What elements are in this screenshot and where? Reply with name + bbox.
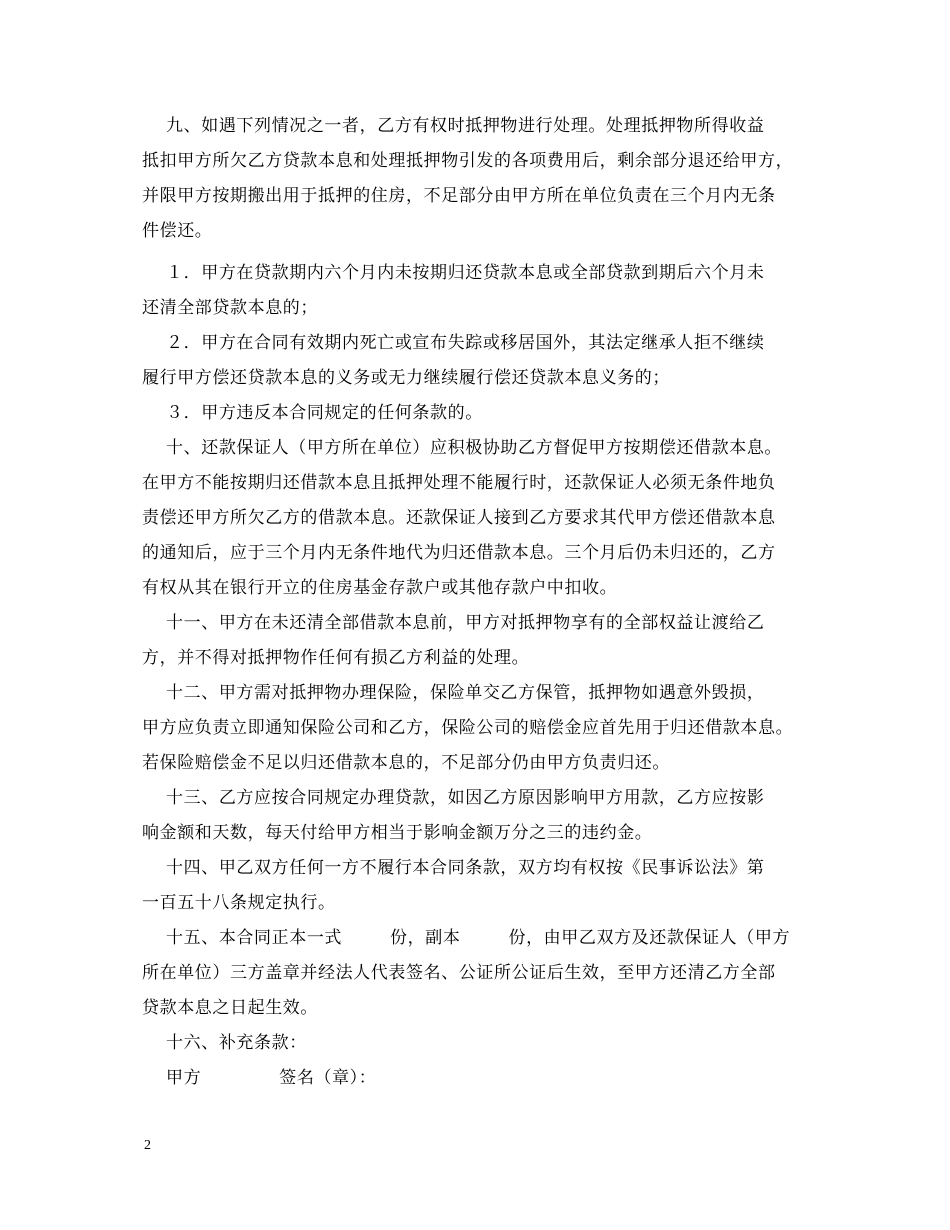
paragraph-line: 十四、甲乙双方任何一方不履行本合同条款，双方均有权按《民事诉讼法》第 (142, 858, 765, 878)
paragraph-line: 若保险赔偿金不足以归还借款本息的，不足部分仍由甲方负责归还。 (142, 753, 670, 773)
paragraph-line: 件偿还。 (142, 221, 213, 241)
paragraph-line: 的通知后，应于三个月内无条件地代为归还借款本息。三个月后仍未归还的，乙方 (142, 543, 776, 563)
paragraph-line: 一百五十八条规定执行。 (142, 893, 336, 913)
paragraph-line: 所在单位）三方盖章并经法人代表签名、公证所公证后生效，至甲方还清乙方全部 (142, 963, 776, 983)
page-number: 2 (144, 1138, 151, 1153)
paragraph-line: 贷款本息之日起生效。 (142, 998, 318, 1018)
paragraph-line: 十二、甲方需对抵押物办理保险，保险单交乙方保管，抵押物如遇意外毁损， (142, 683, 765, 703)
paragraph-line: 十三、乙方应按合同规定办理贷款，如因乙方原因影响甲方用款，乙方应按影 (142, 788, 765, 808)
paragraph-line: 十一、甲方在未还清全部借款本息前，甲方对抵押物享有的全部权益让渡给乙 (142, 613, 765, 633)
paragraph-line: 十、还款保证人（甲方所在单位）应积极协助乙方督促甲方按期偿还借款本息。 (142, 438, 783, 458)
paragraph-line: 还清全部贷款本息的； (142, 298, 318, 318)
paragraph-line: 有权从其在银行开立的住房基金存款户或其他存款户中扣收。 (142, 578, 618, 598)
paragraph-line: 在甲方不能按期归还借款本息且抵押处理不能履行时，还款保证人必须无条件地负 (142, 473, 776, 493)
paragraph-line: 响金额和天数，每天付给甲方相当于影响金额万分之三的违约金。 (142, 823, 653, 843)
signature-line: 甲方 签名（章）： (142, 1068, 377, 1088)
paragraph-line: 责偿还甲方所欠乙方的借款本息。还款保证人接到乙方要求其代甲方偿还借款本息 (142, 508, 776, 528)
paragraph-line: 抵扣甲方所欠乙方贷款本息和处理抵押物引发的各项费用后，剩余部分退还给甲方， (142, 151, 794, 171)
paragraph-line: 十五、本合同正本一式 份，副本 份，由甲乙双方及还款保证人（甲方 (142, 928, 791, 948)
paragraph-line: 方，并不得对抵押物作任何有损乙方利益的处理。 (142, 648, 530, 668)
paragraph-line: ２．甲方在合同有效期内死亡或宣布失踪或移居国外，其法定继承人拒不继续 (142, 333, 765, 353)
paragraph-line: １．甲方在贷款期内六个月内未按期归还贷款本息或全部贷款到期后六个月未 (142, 263, 765, 283)
paragraph-line: 十六、补充条款： (142, 1033, 307, 1053)
paragraph-line: 九、如遇下列情况之一者，乙方有权时抵押物进行处理。处理抵押物所得收益 (142, 116, 765, 136)
paragraph-line: 履行甲方偿还贷款本息的义务或无力继续履行偿还贷款本息义务的； (142, 368, 670, 388)
paragraph-line: 并限甲方按期搬出用于抵押的住房，不足部分由甲方所在单位负责在三个月内无条 (142, 186, 776, 206)
paragraph-line: 甲方应负责立即通知保险公司和乙方，保险公司的赔偿金应首先用于归还借款本息。 (142, 718, 794, 738)
paragraph-line: ３．甲方违反本合同规定的任何条款的。 (142, 403, 483, 423)
